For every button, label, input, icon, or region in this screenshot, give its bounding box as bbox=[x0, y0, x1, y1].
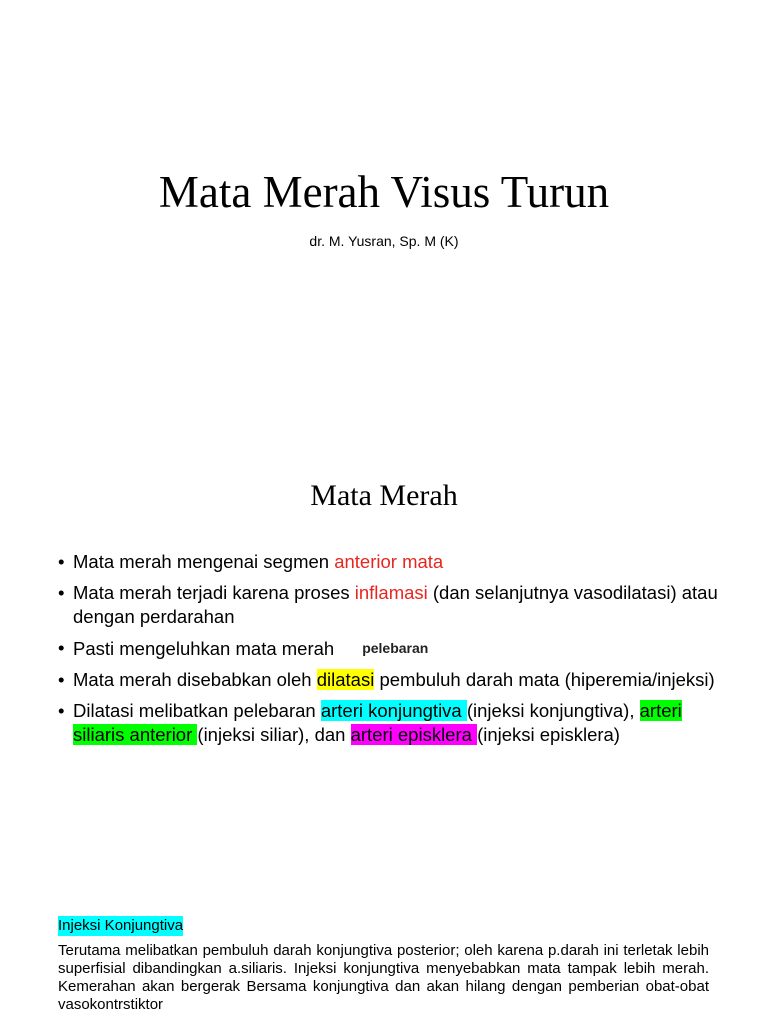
highlight-magenta-text: arteri episklera bbox=[350, 724, 478, 745]
bullet-item bbox=[58, 581, 738, 629]
bullet-text: Mata merah terjadi karena proses bbox=[73, 582, 355, 603]
bullet-text: Mata merah disebabkan oleh bbox=[73, 669, 317, 690]
slide-author: dr. M. Yusran, Sp. M (K) bbox=[309, 233, 459, 249]
bullet-dot-icon: • bbox=[58, 669, 65, 690]
highlight-cyan-text: arteri konjungtiva bbox=[320, 700, 467, 721]
bullet-text: Mata merah mengenai segmen bbox=[73, 551, 335, 572]
bullet-list bbox=[58, 550, 738, 754]
bullet-item bbox=[58, 699, 738, 747]
bullet-item bbox=[58, 636, 738, 661]
section-title: Injeksi Konjungtiva bbox=[58, 917, 184, 934]
bullet-dot-icon: • bbox=[58, 582, 65, 603]
bullet-text: (injeksi konjungtiva), bbox=[466, 700, 640, 721]
bullet-text: Pasti mengeluhkan mata merah bbox=[73, 638, 335, 659]
bullet-text: (injeksi episklera) bbox=[477, 724, 620, 745]
content-slide-mata-merah bbox=[0, 420, 768, 890]
bullet-text: Dilatasi melibatkan pelebaran bbox=[73, 700, 321, 721]
bullet-dot-icon: • bbox=[58, 637, 65, 658]
title-slide bbox=[0, 0, 768, 420]
highlight-yellow-text: dilatasi bbox=[316, 669, 375, 690]
bullet-text: pembuluh darah mata (hiperemia/injeksi) bbox=[374, 669, 715, 690]
bullet-dot-icon: • bbox=[58, 551, 65, 572]
emphasis-red-text: anterior mata bbox=[334, 551, 444, 572]
slide-heading: Mata Merah bbox=[310, 479, 458, 512]
bullet-text: (dan selanjutnya vasodilatasi) atau dengan perdarahan bbox=[73, 582, 718, 627]
bullet-dot-icon: • bbox=[58, 700, 65, 721]
bullet-text: (injeksi siliar), dan bbox=[197, 724, 351, 745]
content-slide-injeksi bbox=[0, 890, 768, 1024]
annotation-note: pelebaran bbox=[362, 640, 429, 656]
emphasis-red-text: inflamasi bbox=[354, 582, 428, 603]
highlight-green-text: arteri siliaris anterior bbox=[73, 700, 682, 745]
body-paragraph: Terutama melibatkan pembuluh darah konjungtiva posterior; oleh karena p.darah ini terletak lebih superfisial dibandingkan a.siliaris. Injeksi konjungtiva menyebabkan mata tampak lebih merah. Kemerahan akan bergerak Bersama konjungtiva dan akan hilang dengan pemberian obat-obat vasokontrstiktor bbox=[58, 942, 709, 1013]
bullet-item bbox=[58, 550, 738, 574]
bullet-item bbox=[58, 668, 738, 692]
slide-title: Mata Merah Visus Turun bbox=[158, 167, 610, 217]
